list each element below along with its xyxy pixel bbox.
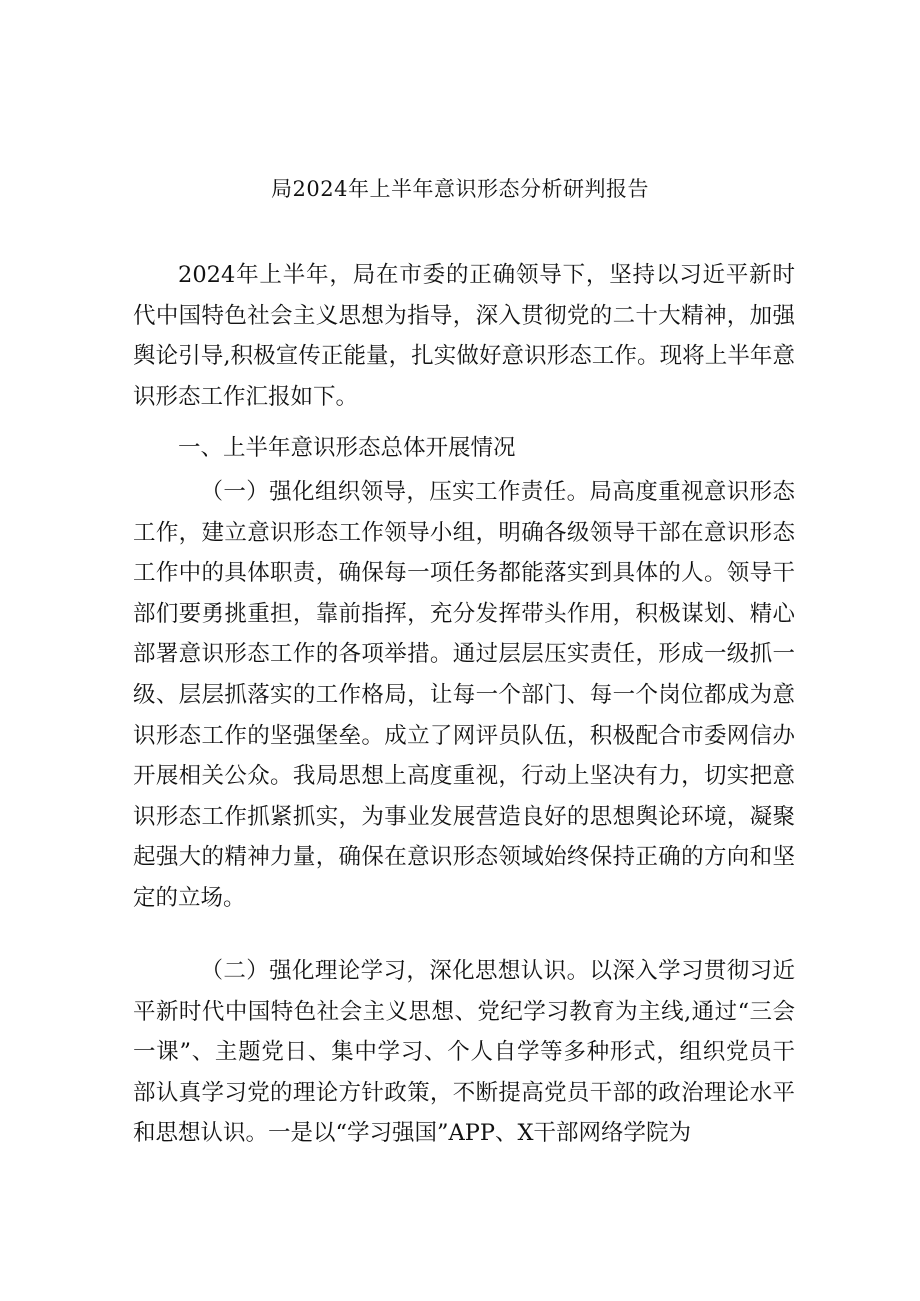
section-heading-block <box>133 428 795 469</box>
subsection-2-block <box>133 951 795 1154</box>
subsection-1-block <box>133 472 795 919</box>
document-body <box>133 255 795 417</box>
subsection-paragraph-2: （二）强化理论学习，深化思想认识。以深入学习贯彻习近平新时代中国特色社会主义思想、党纪学习教育为主线,通过“三会一课”、主题党日、集中学习、个人自学等多种形式，组织党员干部认真学习党的理论方针政策，不断提高党员干部的政治理论水平和思想认识。一是以“学习强国”APP、X干部网络学院为 <box>133 958 795 1147</box>
section-heading-1: 一、上半年意识形态总体开展情况 <box>178 435 516 461</box>
subsection-paragraph-1: （一）强化组织领导，压实工作责任。局高度重视意识形态工作，建立意识形态工作领导小组，明确各级领导干部在意识形态工作中的具体职责，确保每一项任务都能落实到具体的人。领导干部们要勇挑重担，靠前指挥，充分发挥带头作用，积极谋划、精心部署意识形态工作的各项举措。通过层层压实责任，形成一级抓一级、层层抓落实的工作格局，让每一个部门、每一个岗位都成为意识形态工作的坚强堡垒。成立了网评员队伍，积极配合市委网信办开展相关公众。我局思想上高度重视，行动上坚决有力，切实把意识形态工作抓紧抓实，为事业发展营造良好的思想舆论环境，凝聚起强大的精神力量，确保在意识形态领域始终保持正确的方向和坚定的立场。 <box>133 479 795 911</box>
intro-paragraph: 2024年上半年，局在市委的正确领导下，坚持以习近平新时代中国特色社会主义思想为指导，深入贯彻党的二十大精神，加强舆论引导,积极宣传正能量，扎实做好意识形态工作。现将上半年意识形态工作汇报如下。 <box>133 262 795 410</box>
document-title: 局2024年上半年意识形态分析研判报告 <box>271 177 649 201</box>
